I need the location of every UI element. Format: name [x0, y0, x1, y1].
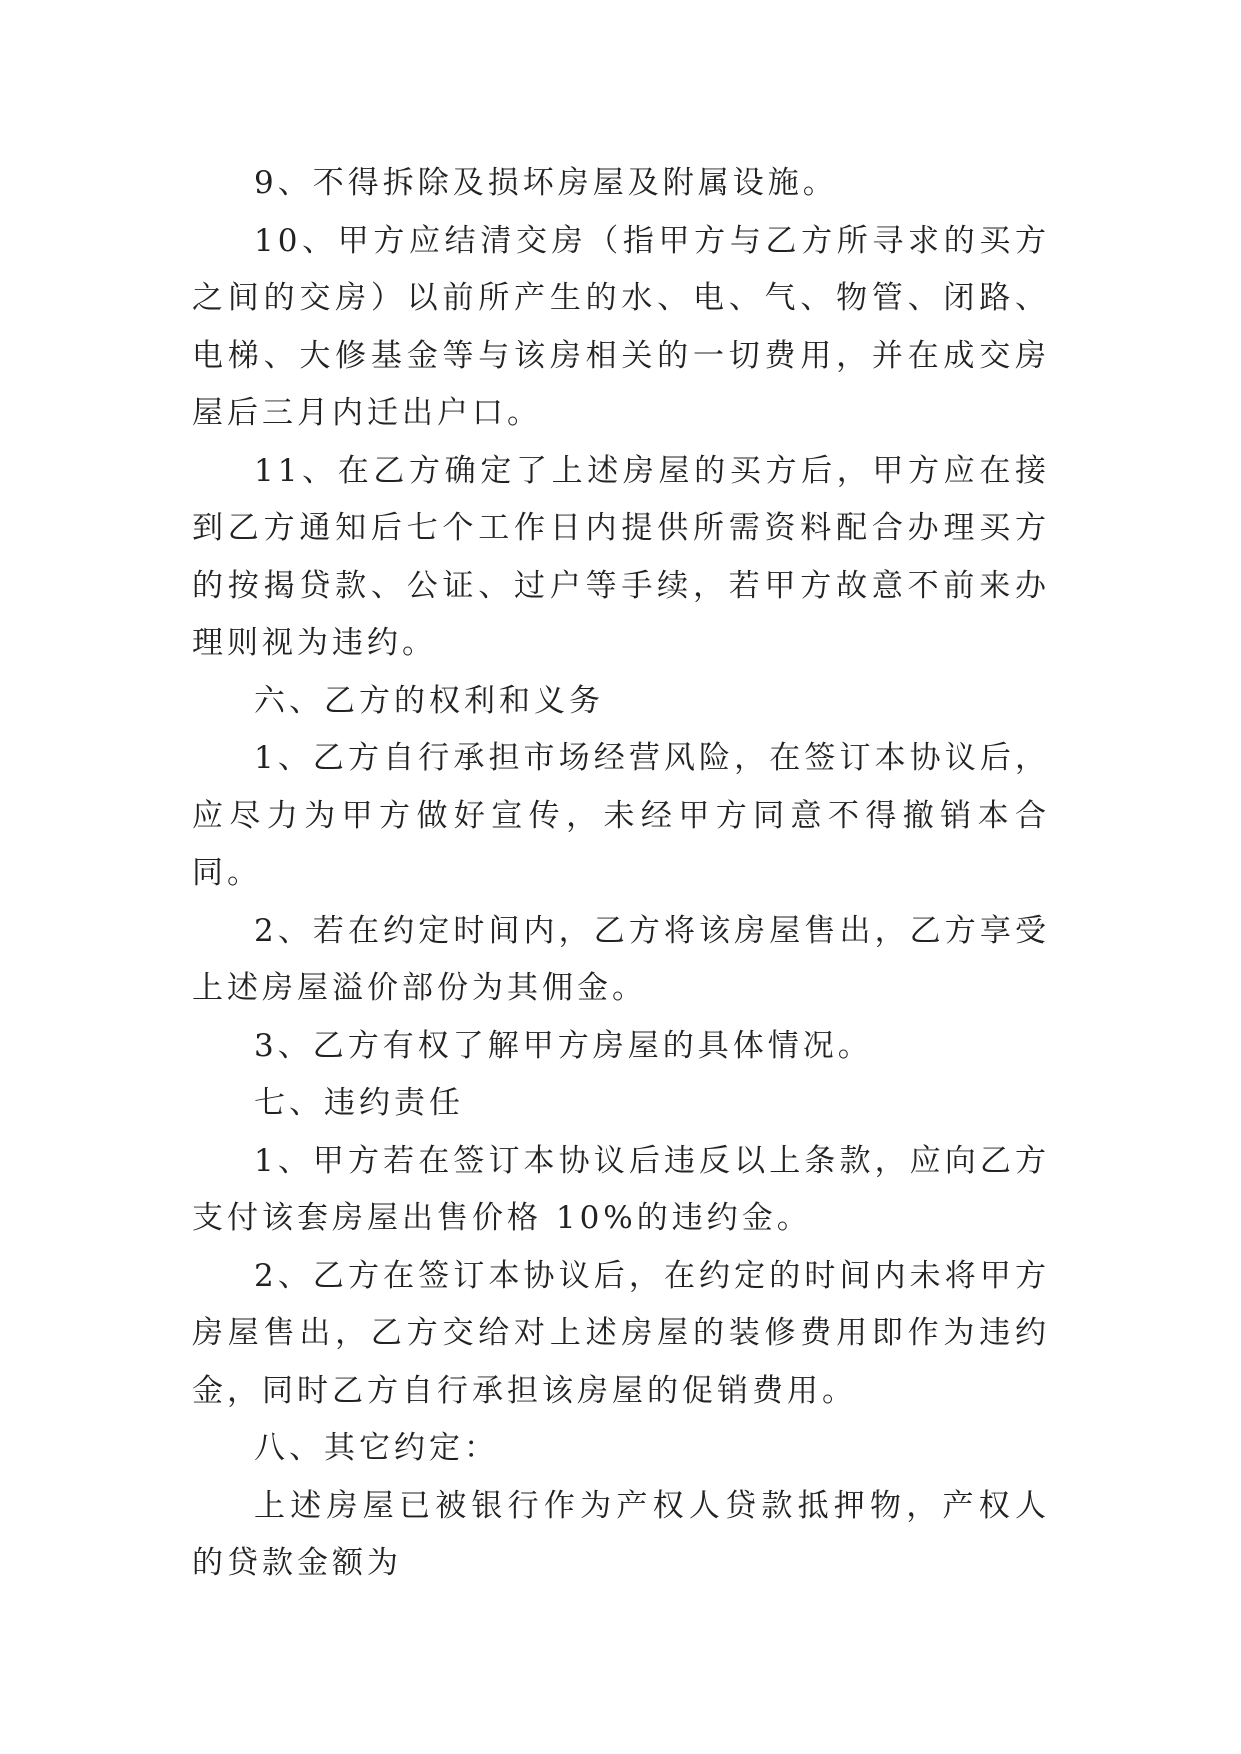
- document-body: [192, 155, 1050, 1593]
- other-terms-text: 上述房屋已被银行作为产权人贷款抵押物，产权人的贷款金额为: [192, 1487, 1050, 1581]
- clause-5-10: 10、甲方应结清交房（指甲方与乙方所寻求的买方之间的交房）以前所产生的水、电、气、物管、闭路、电梯、大修基金等与该房相关的一切费用，并在成交房屋后三月内迁出户口。: [192, 222, 1050, 431]
- clause-6-1: 1、乙方自行承担市场经营风险，在签订本协议后，应尽力为甲方做好宣传，未经甲方同意不得撤销本合同。: [192, 740, 1050, 891]
- clause-6-3: 3、乙方有权了解甲方房屋的具体情况。: [254, 1027, 873, 1064]
- clause-5-11: 11、在乙方确定了上述房屋的买方后，甲方应在接到乙方通知后七个工作日内提供所需资料配合办理买方的按揭贷款、公证、过户等手续，若甲方故意不前来办理则视为违约。: [192, 452, 1050, 661]
- section-heading-breach-liability: 七、违约责任: [254, 1085, 464, 1121]
- clause-5-9: 9、不得拆除及损坏房屋及附属设施。: [254, 165, 838, 201]
- clause-7-2: 2、乙方在签订本协议后，在约定的时间内未将甲方房屋售出，乙方交给对上述房屋的装修费用即作为违约金，同时乙方自行承担该房屋的促销费用。: [192, 1257, 1050, 1409]
- section-heading-other-terms: 八、其它约定：: [254, 1430, 499, 1466]
- clause-6-2: 2、若在约定时间内，乙方将该房屋售出，乙方享受上述房屋溢价部份为其佣金。: [192, 912, 1050, 1006]
- section-heading-party-b-rights: 六、乙方的权利和义务: [254, 682, 604, 719]
- clause-7-1: 1、甲方若在签订本协议后违反以上条款，应向乙方支付该套房屋出售价格 10%的违约金。: [192, 1142, 1050, 1236]
